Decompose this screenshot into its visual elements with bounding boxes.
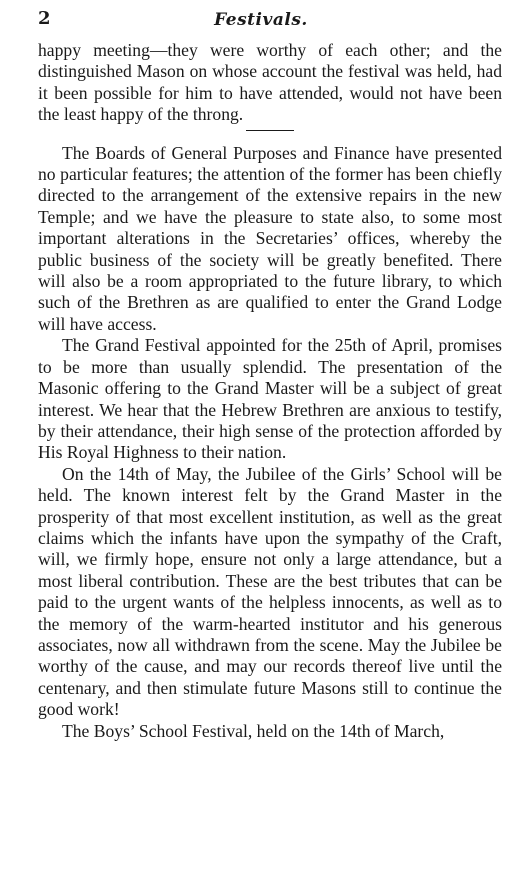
running-head: Festivals. bbox=[214, 10, 308, 30]
paragraph-grand-festival: The Grand Festival appointed for the 25th of April, promises to be more than usually splendid. The presentation of the Masonic offering to the Grand Master will be a subject of great interest. We hear that the Hebrew Brethren are anxious to testify, by their attendance, their high sense of the protection afforded by His Royal Highness to their nation. bbox=[38, 335, 502, 463]
page-header bbox=[0, 6, 522, 34]
paragraph-girls-school: On the 14th of May, the Jubilee of the Girls’ School will be held. The known interest felt by the Grand Master in the prosperity of that most excellent institution, as well as the great claims which the infants have upon the sympathy of the Craft, will, we firmly hope, ensure not only a large attendance, but a most liberal contribution. These are the best tributes that can be paid to the urgent wants of the helpless innocents, as well as to the memory of the warm-hearted institutor and his generous associates, now all withdrawn from the scene. May the Jubilee be worthy of the cause, and may our records thereof live until the centenary, and then stimulate future Masons still to continue the good work! bbox=[38, 463, 502, 720]
paragraph-continued: happy meeting—they were worthy of each other; and the distinguished Mason on whose account the festival was held, had it been possible for him to have attended, would not have been the least happy of the throng. bbox=[38, 40, 502, 125]
page-number: 2 bbox=[38, 8, 51, 29]
section-divider bbox=[246, 130, 294, 131]
paragraph-boys-school: The Boys’ School Festival, held on the 14th of March, bbox=[62, 720, 445, 741]
body-text bbox=[38, 40, 502, 742]
paragraph-boards: The Boards of General Purposes and Finance have presented no particular features; the attention of the former has been chiefly directed to the arrangement of the extensive repairs in the new Temple; and we have the pleasure to state also, to some most important alterations in the Secretaries’ offices, whereby the public business of the society will be greatly benefited. There will also be a room appropriated to the future library, to which such of the Brethren as are qualified to enter the Grand Lodge will have access. bbox=[38, 142, 502, 334]
